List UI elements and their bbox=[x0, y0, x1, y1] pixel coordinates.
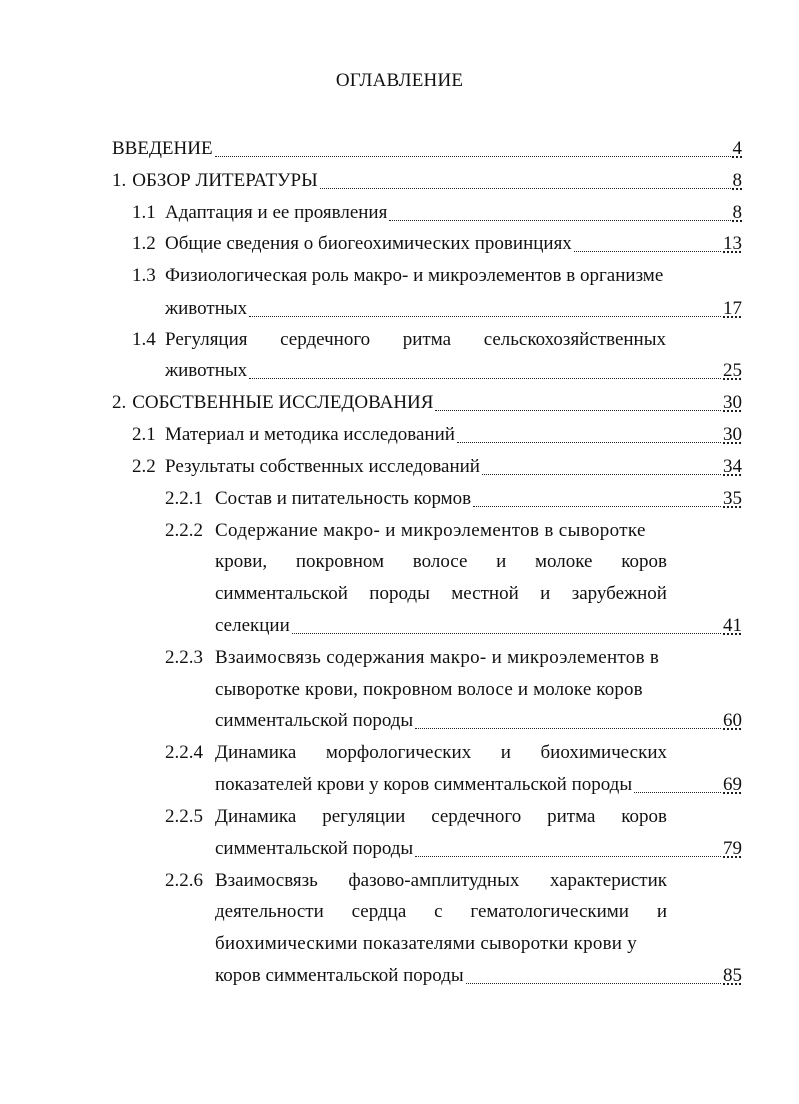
toc-word: Динамика bbox=[215, 742, 297, 763]
toc-page: 8 bbox=[732, 202, 742, 223]
toc-word: сердечного bbox=[280, 329, 371, 350]
toc-number: 2. bbox=[112, 392, 127, 413]
toc-word: сердца bbox=[351, 901, 407, 922]
toc-word: Динамика bbox=[215, 806, 297, 827]
toc-entry-2-2-2-line3 bbox=[215, 581, 667, 607]
toc-page: 13 bbox=[723, 233, 742, 254]
toc-page: 17 bbox=[723, 298, 742, 319]
toc-entry-2-2[interactable] bbox=[132, 454, 742, 480]
toc-number: 2.2.2 bbox=[165, 520, 203, 541]
toc-entry-2-2-3-line3 bbox=[215, 708, 742, 734]
toc-word: симментальской bbox=[215, 583, 348, 604]
toc-number: 2.2.3 bbox=[165, 647, 203, 668]
toc-page: 35 bbox=[723, 488, 742, 509]
leader-dots bbox=[473, 506, 721, 507]
toc-label: симментальской породы bbox=[215, 710, 414, 731]
toc-word: с bbox=[434, 901, 443, 922]
toc-page: 41 bbox=[723, 615, 742, 636]
toc-entry-1-1[interactable] bbox=[132, 200, 742, 226]
toc-entry-2-2-2-line2 bbox=[215, 549, 667, 575]
leader-dots bbox=[457, 442, 721, 443]
toc-page: 85 bbox=[723, 965, 742, 986]
leader-dots bbox=[634, 792, 721, 793]
toc-word: местной bbox=[451, 583, 519, 604]
toc-word: Взаимосвязь bbox=[215, 870, 318, 891]
toc-label: Состав и питательность кормов bbox=[215, 488, 472, 509]
toc-word: фазово-амплитудных bbox=[348, 870, 520, 891]
toc-label: сыворотке крови, покровном волосе и молоке коров bbox=[215, 679, 643, 700]
toc-word: характеристик bbox=[549, 870, 667, 891]
toc-label: животных bbox=[165, 298, 248, 319]
toc-label: Адаптация и ее проявления bbox=[165, 202, 388, 223]
toc-word: гематологическими bbox=[470, 901, 629, 922]
toc-label: Содержание макро- и микроэлементов в сыворотке bbox=[215, 520, 646, 541]
leader-dots bbox=[249, 378, 721, 379]
leader-dots bbox=[435, 410, 721, 411]
toc-entry-2-2-5[interactable] bbox=[165, 804, 667, 830]
toc-word: Регуляция bbox=[165, 329, 248, 350]
toc-word: ритма bbox=[402, 329, 452, 350]
toc-label: СОБСТВЕННЫЕ ИССЛЕДОВАНИЯ bbox=[132, 392, 434, 413]
toc-entry-1[interactable] bbox=[112, 168, 742, 194]
toc-entry-1-3[interactable] bbox=[132, 263, 742, 289]
toc-label: Физиологическая роль макро- и микроэлементов в организме bbox=[165, 265, 664, 286]
toc-word: коров bbox=[621, 806, 668, 827]
leader-dots bbox=[466, 983, 721, 984]
toc-label: селекции bbox=[215, 615, 290, 636]
toc-number: 1.2 bbox=[132, 233, 156, 254]
toc-entry-1-4-cont bbox=[165, 358, 742, 384]
toc-label: ОБЗОР ЛИТЕРАТУРЫ bbox=[132, 170, 318, 191]
toc-word: сердечного bbox=[431, 806, 522, 827]
toc-page: 30 bbox=[723, 424, 742, 445]
toc-word: зарубежной bbox=[571, 583, 667, 604]
toc-label: симментальской породы bbox=[215, 838, 414, 859]
toc-word: коров bbox=[621, 551, 667, 572]
toc-entry-1-3-cont bbox=[165, 296, 742, 322]
leader-dots bbox=[389, 220, 730, 221]
toc-entry-2-2-6[interactable] bbox=[165, 868, 667, 894]
toc-word: крови, bbox=[215, 551, 268, 572]
toc-entry-2-2-6-line3 bbox=[215, 931, 667, 957]
toc-word: покровном bbox=[295, 551, 385, 572]
toc-entry-introduction[interactable] bbox=[112, 136, 742, 162]
toc-word: волосе bbox=[412, 551, 468, 572]
leader-dots bbox=[249, 316, 721, 317]
toc-word: регуляции bbox=[322, 806, 406, 827]
toc-entry-2-2-4-line2 bbox=[215, 772, 742, 798]
leader-dots bbox=[415, 728, 721, 729]
toc-word: породы bbox=[369, 583, 430, 604]
toc-label: коров симментальской породы bbox=[215, 965, 464, 986]
toc-word: деятельности bbox=[215, 901, 324, 922]
toc-entry-2-1[interactable] bbox=[132, 422, 742, 448]
toc-label: Результаты собственных исследований bbox=[165, 456, 480, 477]
toc-label: Общие сведения о биогеохимических провинциях bbox=[165, 233, 572, 254]
leader-dots bbox=[320, 188, 731, 189]
toc-label: ВВЕДЕНИЕ bbox=[112, 138, 213, 159]
toc-number: 1. bbox=[112, 170, 127, 191]
toc-entry-1-4[interactable] bbox=[132, 327, 666, 353]
toc-page: 8 bbox=[732, 170, 742, 191]
toc-word: биохимических bbox=[540, 742, 668, 763]
toc-entry-2-2-6-line2 bbox=[215, 899, 667, 925]
toc-page: 34 bbox=[723, 456, 742, 477]
toc-word: и bbox=[656, 901, 667, 922]
toc-entry-2[interactable] bbox=[112, 390, 742, 416]
toc-entry-1-2[interactable] bbox=[132, 231, 742, 257]
toc-number: 2.1 bbox=[132, 424, 156, 445]
leader-dots bbox=[292, 633, 721, 634]
leader-dots bbox=[215, 156, 731, 157]
toc-label: Материал и методика исследований bbox=[165, 424, 455, 445]
toc-page: 4 bbox=[732, 138, 742, 159]
toc-word: и bbox=[500, 742, 511, 763]
toc-page: 30 bbox=[723, 392, 742, 413]
toc-number: 2.2.1 bbox=[165, 488, 203, 509]
toc-number: 2.2.6 bbox=[165, 870, 203, 891]
toc-number: 1.1 bbox=[132, 202, 156, 223]
toc-label: Взаимосвязь содержания макро- и микроэлементов в bbox=[215, 647, 660, 668]
toc-word: сельскохозяйственных bbox=[483, 329, 666, 350]
toc-entry-2-2-4[interactable] bbox=[165, 740, 667, 766]
toc-entry-2-2-6-line4 bbox=[215, 963, 742, 989]
toc-entry-2-2-1[interactable] bbox=[165, 486, 742, 512]
toc-number: 2.2.5 bbox=[165, 806, 203, 827]
toc-word: и bbox=[540, 583, 551, 604]
toc-number: 1.4 bbox=[132, 329, 156, 350]
toc-entry-2-2-3-line2 bbox=[215, 677, 667, 703]
toc-entry-2-2-3[interactable] bbox=[165, 645, 667, 671]
toc-label: животных bbox=[165, 360, 248, 381]
leader-dots bbox=[415, 856, 721, 857]
page-title: ОГЛАВЛЕНИЕ bbox=[335, 70, 464, 91]
toc-entry-2-2-5-line2 bbox=[215, 836, 742, 862]
toc-page: 69 bbox=[723, 774, 742, 795]
toc-page: 60 bbox=[723, 710, 742, 731]
toc-word: морфологических bbox=[325, 742, 472, 763]
leader-dots bbox=[574, 251, 721, 252]
toc-label: биохимическими показателями сыворотки крови у bbox=[215, 933, 637, 954]
toc-entry-2-2-2[interactable] bbox=[165, 518, 667, 544]
toc-entry-2-2-2-line4 bbox=[215, 613, 742, 639]
toc-number: 2.2 bbox=[132, 456, 156, 477]
toc-label: показателей крови у коров симментальской породы bbox=[215, 774, 633, 795]
toc-page: 25 bbox=[723, 360, 742, 381]
toc-number: 2.2.4 bbox=[165, 742, 203, 763]
toc-word: и bbox=[496, 551, 507, 572]
toc-word: молоке bbox=[535, 551, 593, 572]
toc-word: ритма bbox=[547, 806, 596, 827]
toc-page: 79 bbox=[723, 838, 742, 859]
toc-number: 1.3 bbox=[132, 265, 156, 286]
leader-dots bbox=[482, 474, 721, 475]
